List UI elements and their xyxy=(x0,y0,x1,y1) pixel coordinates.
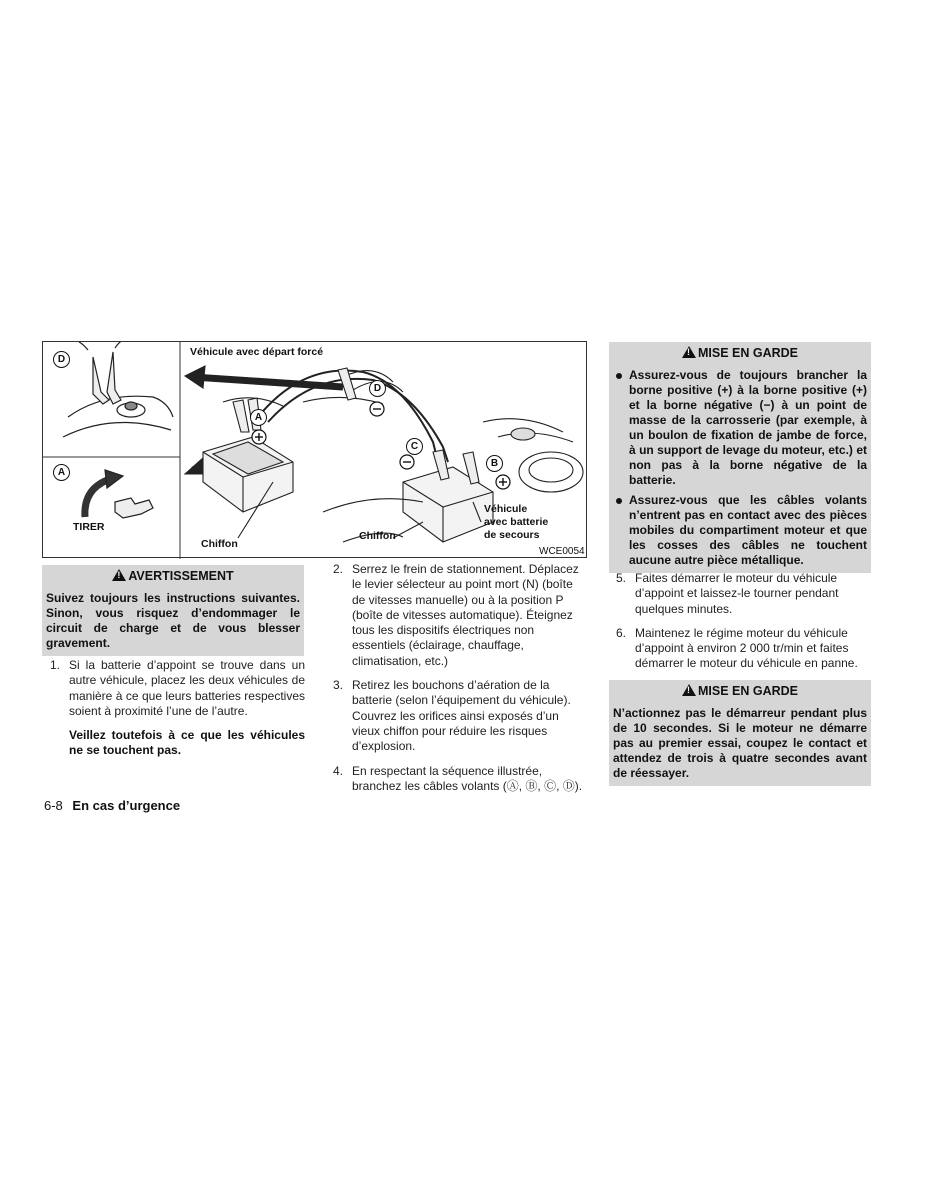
warning-triangle-icon xyxy=(112,569,126,581)
step-3 xyxy=(333,678,589,754)
label-chiffon-left: Chiffon xyxy=(201,538,238,550)
label-tirer: TIRER xyxy=(73,521,105,533)
step-text: Maintenez le régime moteur du véhicule d’appoint à environ 2 000 tr/min et faites démarrer le moteur du véhicule en panne. xyxy=(635,625,858,671)
step-6 xyxy=(616,626,872,672)
label-b-main: B xyxy=(486,455,503,472)
caution-box-1 xyxy=(609,342,871,573)
step-number: 1. xyxy=(50,658,61,672)
right-column-steps xyxy=(616,571,872,681)
step-5 xyxy=(616,571,872,617)
page-number: 6-8 xyxy=(44,798,63,813)
caution-box-1-title: MISE EN GARDE xyxy=(697,346,798,360)
warning-box-title: AVERTISSEMENT xyxy=(128,569,234,583)
caution-box-2-header xyxy=(609,680,871,702)
label-a-main: A xyxy=(250,409,267,426)
caution-bullet: Assurez-vous que les câbles volants n’entrent pas en contact avec des pièces mobiles du compartiment moteur et que les cosses des câbles ne touchent aucune autre pièce métallique. xyxy=(613,493,867,568)
caution-box-1-body xyxy=(609,364,871,573)
step-text: Serrez le frein de stationnement. Déplacez le levier sélecteur au point mort (N) (boîte de vitesses manuelle) ou à la position P (boîte de vitesses automatique). Éteignez tous les dispositifs électriques non essentiels (éclairage, chauffage, climatisation, etc.) xyxy=(352,562,579,668)
step-number: 6. xyxy=(616,625,627,640)
caution-box-2 xyxy=(609,680,871,786)
page-footer xyxy=(44,798,180,813)
figure-code: WCE0054 xyxy=(539,546,585,557)
step-text: Si la batterie d’appoint se trouve dans un autre véhicule, placez les deux véhicules de manière à ce que leurs batteries respectives soient à proximité l’une de l’autre. xyxy=(69,658,305,718)
note-vehicles-not-touching: Veillez toutefois à ce que les véhicules ne se touchent pas. xyxy=(69,728,305,758)
label-d-small: D xyxy=(53,351,70,368)
label-rescue-vehicle: Véhicule avec batterie de secours xyxy=(484,503,549,541)
step-1 xyxy=(50,658,305,719)
warning-triangle-icon xyxy=(682,684,696,696)
caution-box-1-header xyxy=(609,342,871,364)
step-text: En respectant la séquence illustrée, branchez les câbles volants (Ⓐ, Ⓑ, Ⓒ, Ⓓ). xyxy=(352,763,583,793)
step-text: Faites démarrer le moteur du véhicule d’appoint et laissez-le tourner pendant quelques minutes. xyxy=(635,571,839,616)
label-d-main: D xyxy=(369,380,386,397)
label-chiffon-right: Chiffon xyxy=(359,530,396,542)
step-2 xyxy=(333,562,589,669)
caution-box-2-text: N’actionnez pas le démarreur pendant plus de 10 secondes. Si le moteur ne démarre pas au premier essai, coupez le contact et attendez de trois à quatre secondes avant de réessayer. xyxy=(609,702,871,786)
step-number: 2. xyxy=(333,562,344,576)
caution-box-2-title: MISE EN GARDE xyxy=(697,684,798,698)
caution-bullet: Assurez-vous de toujours brancher la borne positive (+) à la borne positive (+) et la borne négative (−) à un point de masse de la carrosserie (par exemple, à un boulon de fixation de jambe de force, à un support de levage du moteur, etc.) et non pas à la borne négative de la batterie. xyxy=(613,368,867,488)
warning-box xyxy=(42,565,304,656)
step-4 xyxy=(333,764,589,795)
label-c-main: C xyxy=(406,438,423,455)
step-number: 5. xyxy=(616,571,627,585)
step-number: 3. xyxy=(333,678,344,693)
warning-box-header xyxy=(42,565,304,587)
left-column-steps xyxy=(50,658,305,759)
warning-triangle-icon xyxy=(682,346,696,358)
step-number: 4. xyxy=(333,763,344,778)
label-a-small: A xyxy=(53,464,70,481)
warning-box-text: Suivez toujours les instructions suivantes. Sinon, vous risquez d’endommager le circuit de charge et de vous blesser gravement. xyxy=(42,587,304,656)
section-title: En cas d’urgence xyxy=(72,798,181,813)
step-text: Retirez les bouchons d’aération de la batterie (selon l’équipement du véhicule). Couvrez les orifices ainsi exposés d’un vieux chiffon pour réduire les risques d’explosion. xyxy=(352,678,571,754)
middle-column-steps xyxy=(333,562,589,803)
jump-start-illustration xyxy=(42,341,587,558)
label-vehicle-forced-start: Véhicule avec départ forcé xyxy=(190,346,324,358)
